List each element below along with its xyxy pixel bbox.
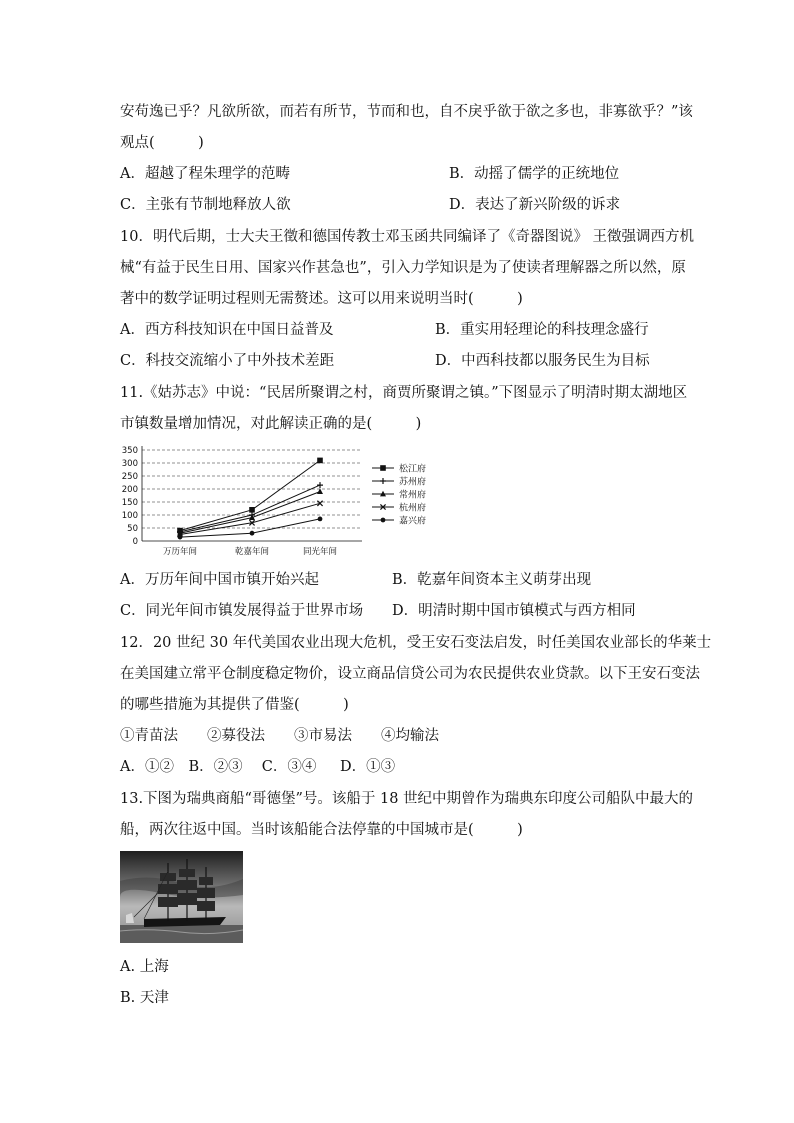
q11-text-line2: 市镇数量增加情况，对此解读正确的是( ) — [120, 416, 422, 432]
data-point — [317, 501, 322, 506]
data-point — [249, 507, 255, 513]
data-point — [317, 458, 323, 464]
q9-option-b: B．动摇了儒学的正统地位 — [449, 166, 620, 182]
legend-label: 杭州府 — [399, 503, 427, 514]
y-tick-label: 150 — [121, 498, 138, 508]
y-tick-label: 100 — [121, 511, 138, 521]
q11-option-d: D．明清时期中国市镇模式与西方相同 — [392, 603, 636, 619]
x-tick-label: 万历年间 — [162, 547, 198, 557]
q10-option-b: B．重实用轻理论的科技理念盛行 — [435, 322, 649, 338]
q9-option-c: C．主张有节制地释放人欲 — [120, 197, 291, 213]
q12-options: A．①② B．②③ C．③④ D．①③ — [120, 759, 396, 775]
q12-text-line2: 在美国建立常平仓制度稳定物价，设立商品信贷公司为农民提供农业贷款。以下王安石变法 — [120, 666, 700, 682]
q12-items: ①青苗法 ②募役法 ③市易法 ④均输法 — [120, 728, 439, 744]
q13-option-a: A. 上海 — [120, 959, 169, 975]
q13-option-b: B. 天津 — [120, 990, 169, 1006]
legend-label: 松江府 — [399, 464, 427, 475]
q10-option-d: D．中西科技都以服务民生为目标 — [435, 353, 650, 369]
legend-marker — [380, 465, 386, 471]
q11-option-a: A．万历年间中国市镇开始兴起 — [120, 572, 319, 588]
q12-text-line1: 12．20 世纪 30 年代美国农业出现大危机，受王安石变法启发，时任美国农业部长的华莱士 — [120, 635, 712, 651]
data-point — [178, 535, 183, 540]
q13-text-line2: 船，两次往返中国。当时该船能合法停靠的中国城市是( ) — [120, 822, 523, 838]
q10-option-a: A．西方科技知识在中国日益普及 — [120, 322, 334, 338]
x-tick-label: 乾嘉年间 — [234, 547, 270, 557]
q9-option-a: A．超越了程朱理学的范畴 — [120, 166, 290, 182]
y-tick-label: 350 — [121, 446, 138, 456]
data-point — [250, 531, 255, 536]
q9-text-line1: 安苟逸已乎？凡欲所欲，而若有所节，节而和也，自不戾乎欲于欲之多也，非寡欲乎？”该 — [120, 104, 693, 120]
y-tick-label: 250 — [121, 472, 138, 482]
legend-label: 常州府 — [399, 490, 427, 501]
market-town-chart — [112, 442, 472, 562]
q10-text-line1: 10．明代后期，士大夫王徵和德国传教士邓玉函共同编译了《奇器图说》 王徵强调西方机 — [120, 229, 695, 245]
q10-text-line2: 械“有益于民生日用、国家兴作甚急也”，引入力学知识是为了使读者理解器之所以然，原 — [120, 260, 686, 276]
q11-text-line1: 11.《姑苏志》中说：“民居所聚谓之村，商贾所聚谓之镇。”下图显示了明清时期太湖地区 — [120, 385, 688, 401]
gothenburg-ship-photo — [120, 851, 243, 943]
q12-text-line3: 的哪些措施为其提供了借鉴( ) — [120, 697, 349, 713]
q11-option-c: C．同光年间市镇发展得益于世界市场 — [120, 603, 364, 619]
q11-option-b: B．乾嘉年间资本主义萌芽出现 — [392, 572, 592, 588]
q10-option-c: C．科技交流缩小了中外技术差距 — [120, 353, 335, 369]
y-tick-label: 0 — [132, 537, 138, 547]
y-tick-label: 200 — [121, 485, 138, 495]
q9-option-d: D．表达了新兴阶级的诉求 — [449, 197, 621, 213]
data-point — [318, 517, 323, 522]
y-tick-label: 50 — [127, 524, 138, 534]
legend-label: 苏州府 — [399, 477, 427, 488]
q10-text-line3: 著中的数学证明过程则无需赘述。这可以用来说明当时( ) — [120, 291, 523, 307]
q9-text-line2: 观点( ) — [120, 135, 204, 151]
q13-text-line1: 13.下图为瑞典商船“哥德堡”号。该船于 18 世纪中期曾作为瑞典东印度公司船队中最大的 — [120, 791, 694, 807]
data-point — [317, 482, 323, 488]
legend-marker — [381, 518, 386, 523]
x-tick-label: 同光年间 — [302, 547, 338, 557]
legend-marker — [380, 478, 386, 484]
y-tick-label: 300 — [121, 459, 138, 469]
legend-label: 嘉兴府 — [399, 516, 427, 527]
